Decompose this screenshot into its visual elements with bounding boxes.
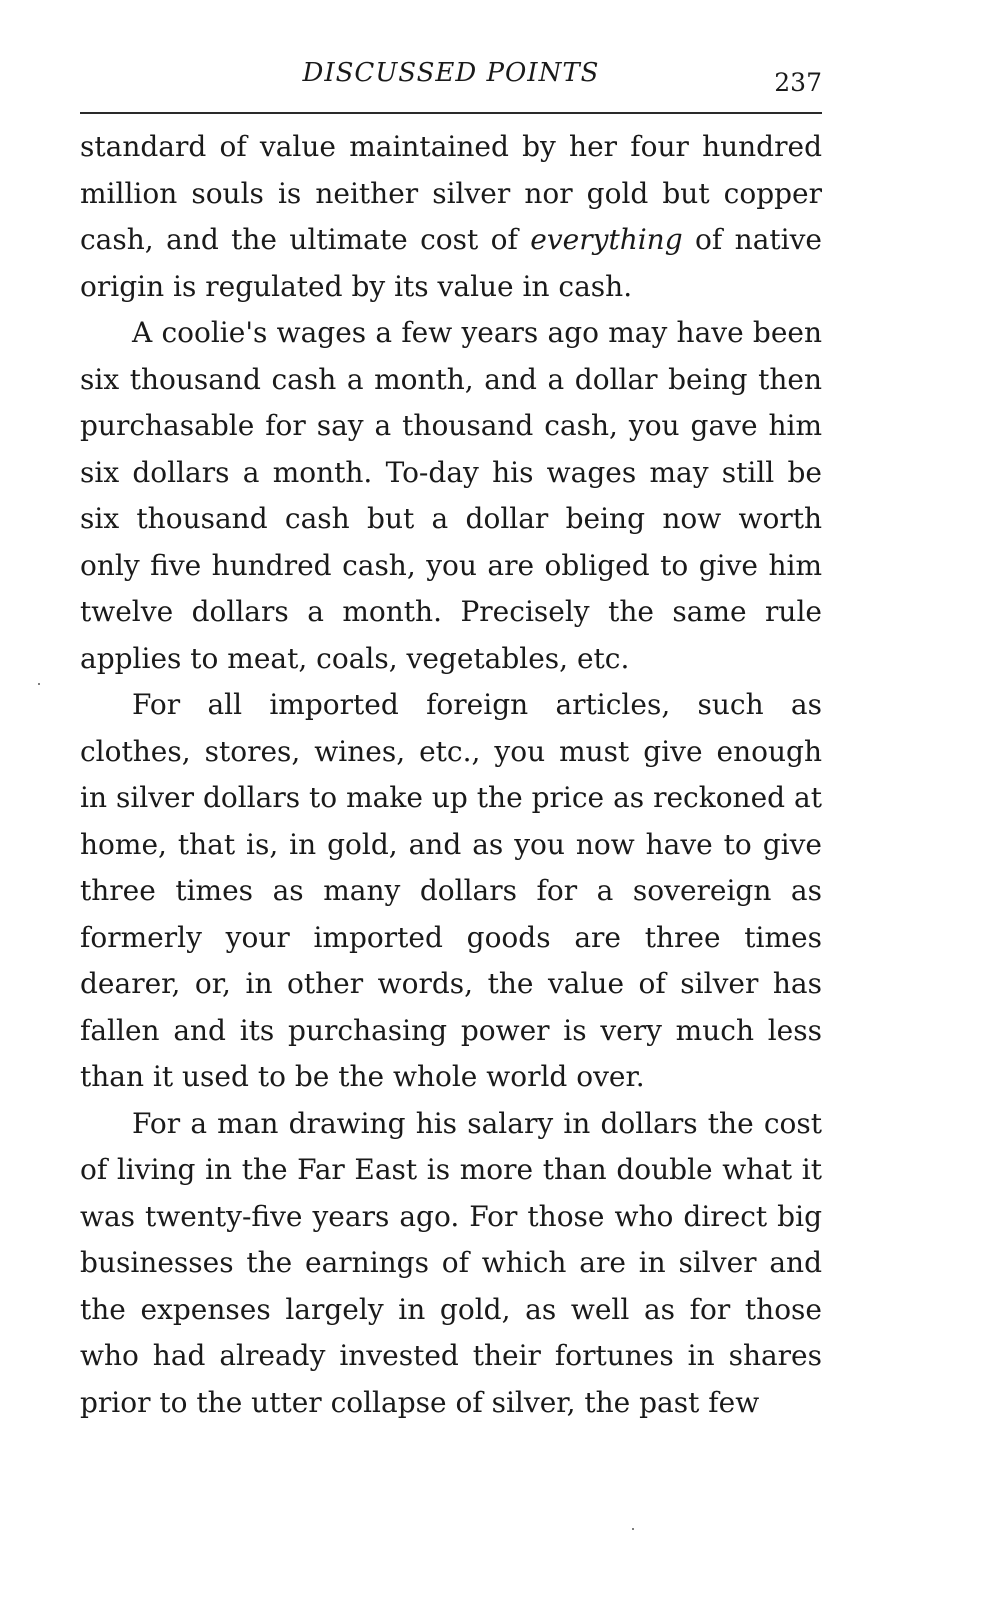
print-speck [38,683,40,685]
print-speck [632,1528,634,1530]
paragraph-1 [80,124,822,310]
emphasis-everything: everything [530,223,683,256]
paragraph-1-start: standard of value maintained by her four hundred million souls is neither silver nor gold but copper cash, and the ultimate cost of [80,130,822,256]
paragraph-3: For all imported foreign articles, such as clothes, stores, wines, etc., you must give enough in silver dollars to make up the price as reckoned at home, that is, in gold, and as you now have to give three times as many dollars for a sovereign as formerly your imported goods are three times dearer, or, in other words, the value of silver has fallen and its purchasing power is very much less than it used to be the whole world over. [80,688,822,1093]
paragraph-2: A coolie's wages a few years ago may have been six thousand cash a month, and a dollar being then purchasable for say a thousand cash, you gave him six dollars a month. To-day his wages may still be six thousand cash but a dollar being now worth only five hundred cash, you are obliged to give him twelve dollars a month. Precisely the same rule applies to meat, coals, vegetables, etc. [80,316,822,675]
running-title: DISCUSSED POINTS [302,58,600,88]
body-text [80,124,822,1426]
paragraph-4: For a man drawing his salary in dollars the cost of living in the Far East is more than double what it was twenty-five years ago. For those who direct big businesses the earnings of which are in silver and the expenses largely in gold, as well as for those who had already invested their fortunes in shares prior to the utter collapse of silver, the past few [80,1106,822,1419]
running-head [80,58,822,102]
header-rule [80,112,822,114]
paragraph-1-end: of native origin is regulated by its value in cash. [80,223,822,303]
page-number: 237 [774,68,822,97]
